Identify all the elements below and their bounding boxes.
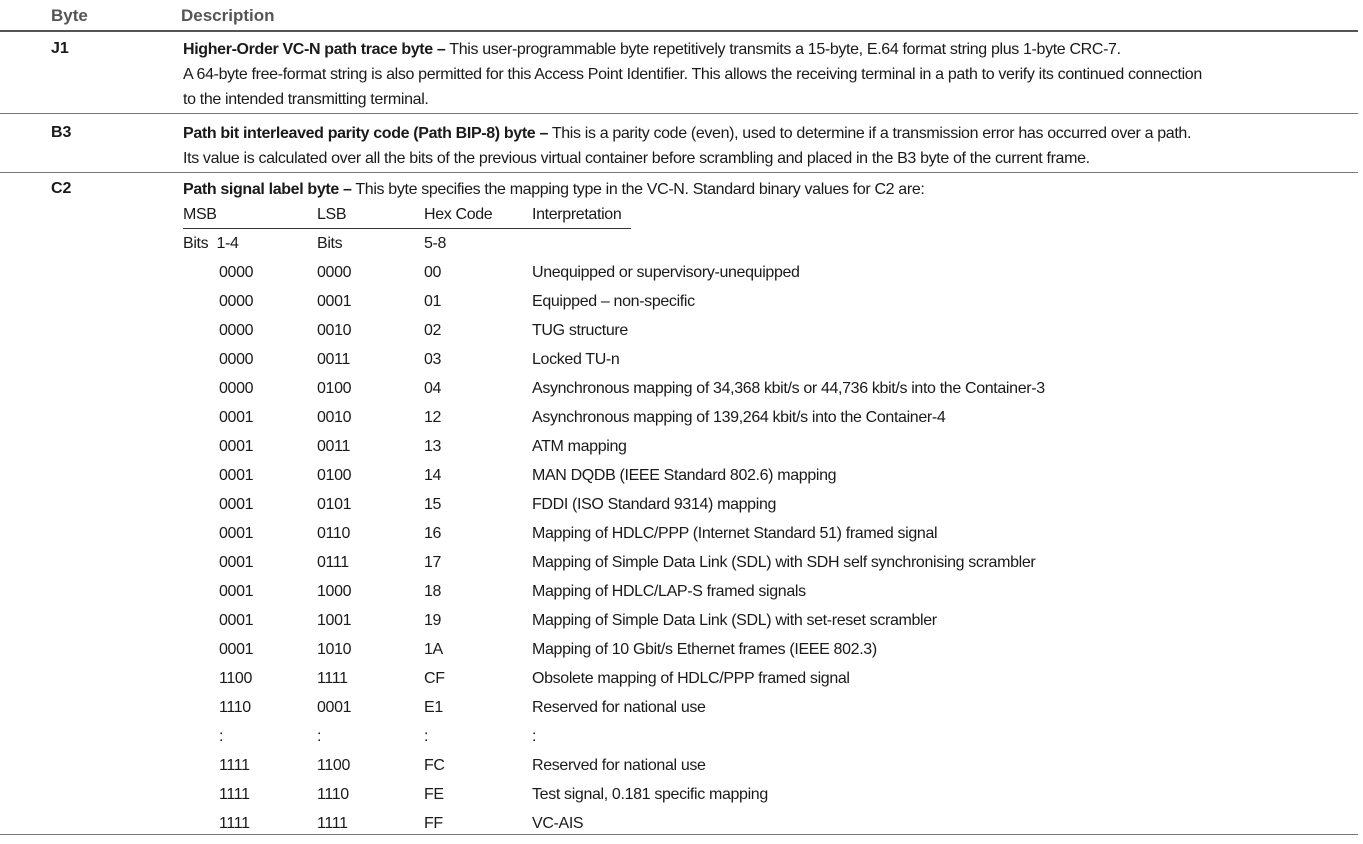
- cell-msb: 0001: [219, 438, 254, 455]
- table-row: [0, 786, 1363, 815]
- cell-lsb: 0001: [317, 699, 352, 716]
- cell-interpretation: Mapping of HDLC/PPP (Internet Standard 51) framed signal: [532, 525, 938, 542]
- j1-line3: to the intended transmitting terminal.: [183, 91, 429, 108]
- b3-line2: Its value is calculated over all the bits of the previous virtual container before scrambling and placed in the B3 byte of the current frame.: [183, 150, 1090, 167]
- description-j1: [183, 37, 1343, 112]
- cell-lsb: 0100: [317, 467, 352, 484]
- cell-hex: 01: [424, 293, 442, 310]
- table-row: [0, 438, 1363, 467]
- c2-subheader-lsb: Bits: [317, 235, 343, 252]
- description-b3: [183, 121, 1343, 171]
- cell-interpretation: VC-AIS: [532, 815, 584, 832]
- cell-interpretation: ATM mapping: [532, 438, 627, 455]
- cell-msb: 0001: [219, 641, 254, 658]
- byte-label-c2: C2: [51, 180, 72, 197]
- cell-interpretation: Mapping of Simple Data Link (SDL) with SDH self synchronising scrambler: [532, 554, 1036, 571]
- cell-msb: 1111: [219, 757, 250, 774]
- cell-hex: FF: [424, 815, 443, 832]
- header-divider: [0, 30, 1358, 32]
- cell-hex: 19: [424, 612, 442, 629]
- table-row: [0, 525, 1363, 554]
- j1-title: Higher-Order VC-N path trace byte –: [183, 41, 446, 58]
- cell-lsb: :: [317, 728, 322, 745]
- table-row: [0, 612, 1363, 641]
- cell-lsb: 0010: [317, 322, 352, 339]
- cell-msb: :: [219, 728, 224, 745]
- c2-header-hex: Hex Code: [424, 206, 493, 223]
- cell-msb: 0001: [219, 583, 254, 600]
- table-row: [0, 264, 1363, 293]
- cell-msb: 0000: [219, 351, 254, 368]
- cell-interpretation: TUG structure: [532, 322, 628, 339]
- table-row: [0, 496, 1363, 525]
- cell-hex: 03: [424, 351, 442, 368]
- cell-lsb: 1010: [317, 641, 352, 658]
- cell-interpretation: Asynchronous mapping of 139,264 kbit/s into the Container-4: [532, 409, 946, 426]
- cell-msb: 0001: [219, 554, 254, 571]
- cell-hex: 16: [424, 525, 442, 542]
- table-row: [0, 670, 1363, 699]
- table-row: [0, 409, 1363, 438]
- cell-interpretation: FDDI (ISO Standard 9314) mapping: [532, 496, 777, 513]
- b3-line1: This is a parity code (even), used to determine if a transmission error has occurred over a path.: [548, 125, 1192, 142]
- table-row: [0, 699, 1363, 728]
- cell-hex: 04: [424, 380, 442, 397]
- table-row: [0, 380, 1363, 409]
- cell-msb: 0000: [219, 380, 254, 397]
- cell-lsb: 0000: [317, 264, 352, 281]
- cell-msb: 0001: [219, 612, 254, 629]
- cell-interpretation: MAN DQDB (IEEE Standard 802.6) mapping: [532, 467, 837, 484]
- cell-lsb: 1111: [317, 670, 348, 687]
- c2-subheader-hex: 5-8: [424, 235, 447, 252]
- table-row: [0, 293, 1363, 322]
- j1-line2: A 64-byte free-format string is also permitted for this Access Point Identifier. This allows the receiving terminal in a path to verify its continued connection: [183, 66, 1202, 83]
- cell-interpretation: Test signal, 0.181 specific mapping: [532, 786, 768, 803]
- c2-header-lsb: LSB: [317, 206, 347, 223]
- cell-lsb: 1110: [317, 786, 349, 803]
- cell-interpretation: Equipped – non-specific: [532, 293, 695, 310]
- table-row: [0, 728, 1363, 757]
- c2-header-underline: [183, 228, 631, 229]
- cell-lsb: 0001: [317, 293, 352, 310]
- cell-hex: 18: [424, 583, 442, 600]
- table-row: [0, 351, 1363, 380]
- cell-msb: 0001: [219, 409, 254, 426]
- cell-msb: 0001: [219, 467, 254, 484]
- table-bottom-rule: [0, 834, 1358, 835]
- cell-interpretation: Locked TU-n: [532, 351, 620, 368]
- table-row: [0, 554, 1363, 583]
- j1-line1: This user-programmable byte repetitively transmits a 15-byte, E.64 format string plus 1-byte CRC-7.: [445, 41, 1121, 58]
- cell-hex: 15: [424, 496, 442, 513]
- byte-label-j1: J1: [51, 40, 69, 57]
- c2-header-interpretation: Interpretation: [532, 206, 622, 223]
- cell-msb: 1111: [219, 786, 250, 803]
- cell-lsb: 0110: [317, 525, 351, 542]
- cell-hex: 00: [424, 264, 442, 281]
- cell-hex: 17: [424, 554, 442, 571]
- cell-lsb: 0010: [317, 409, 352, 426]
- cell-msb: 0000: [219, 264, 254, 281]
- c2-title: Path signal label byte –: [183, 181, 352, 198]
- table-row: [0, 757, 1363, 786]
- cell-interpretation: Mapping of 10 Gbit/s Ethernet frames (IEEE 802.3): [532, 641, 877, 658]
- cell-interpretation: Reserved for national use: [532, 699, 706, 716]
- c2-subheader-msb: Bits 1-4: [183, 235, 239, 252]
- column-header-byte: Byte: [51, 6, 88, 25]
- cell-interpretation: Reserved for national use: [532, 757, 706, 774]
- cell-msb: 1100: [219, 670, 253, 687]
- cell-msb: 0001: [219, 525, 254, 542]
- cell-hex: 1A: [424, 641, 443, 658]
- cell-interpretation: Asynchronous mapping of 34,368 kbit/s or 44,736 kbit/s into the Container-3: [532, 380, 1045, 397]
- cell-hex: FC: [424, 757, 445, 774]
- table-row: [0, 467, 1363, 496]
- cell-hex: 13: [424, 438, 442, 455]
- cell-msb: 0000: [219, 322, 254, 339]
- cell-lsb: 1100: [317, 757, 351, 774]
- table-row: [0, 641, 1363, 670]
- cell-msb: 1110: [219, 699, 251, 716]
- cell-hex: FE: [424, 786, 444, 803]
- c2-line1: This byte specifies the mapping type in the VC-N. Standard binary values for C2 are:: [351, 181, 925, 198]
- byte-label-b3: B3: [51, 124, 72, 141]
- cell-msb: 1111: [219, 815, 250, 832]
- cell-hex: 02: [424, 322, 442, 339]
- cell-interpretation: Mapping of Simple Data Link (SDL) with set-reset scrambler: [532, 612, 937, 629]
- cell-interpretation: Obsolete mapping of HDLC/PPP framed signal: [532, 670, 850, 687]
- cell-hex: :: [424, 728, 429, 745]
- cell-hex: 12: [424, 409, 442, 426]
- cell-lsb: 0101: [317, 496, 352, 513]
- cell-lsb: 1111: [317, 815, 348, 832]
- table-row: [0, 815, 1363, 844]
- cell-hex: 14: [424, 467, 442, 484]
- description-c2: [183, 177, 1343, 202]
- cell-lsb: 0011: [317, 351, 351, 368]
- cell-lsb: 0011: [317, 438, 351, 455]
- table-row: [0, 583, 1363, 612]
- b3-title: Path bit interleaved parity code (Path BIP-8) byte –: [183, 125, 549, 142]
- cell-lsb: 0111: [317, 554, 349, 571]
- cell-msb: 0001: [219, 496, 254, 513]
- cell-lsb: 0100: [317, 380, 352, 397]
- row-divider: [0, 172, 1358, 173]
- cell-msb: 0000: [219, 293, 254, 310]
- cell-interpretation: :: [532, 728, 537, 745]
- row-divider: [0, 113, 1358, 114]
- cell-hex: E1: [424, 699, 443, 716]
- column-header-description: Description: [181, 6, 275, 25]
- cell-lsb: 1001: [317, 612, 352, 629]
- cell-hex: CF: [424, 670, 445, 687]
- c2-header-msb: MSB: [183, 206, 217, 223]
- cell-lsb: 1000: [317, 583, 352, 600]
- cell-interpretation: Unequipped or supervisory-unequipped: [532, 264, 800, 281]
- table-row: [0, 322, 1363, 351]
- cell-interpretation: Mapping of HDLC/LAP-S framed signals: [532, 583, 806, 600]
